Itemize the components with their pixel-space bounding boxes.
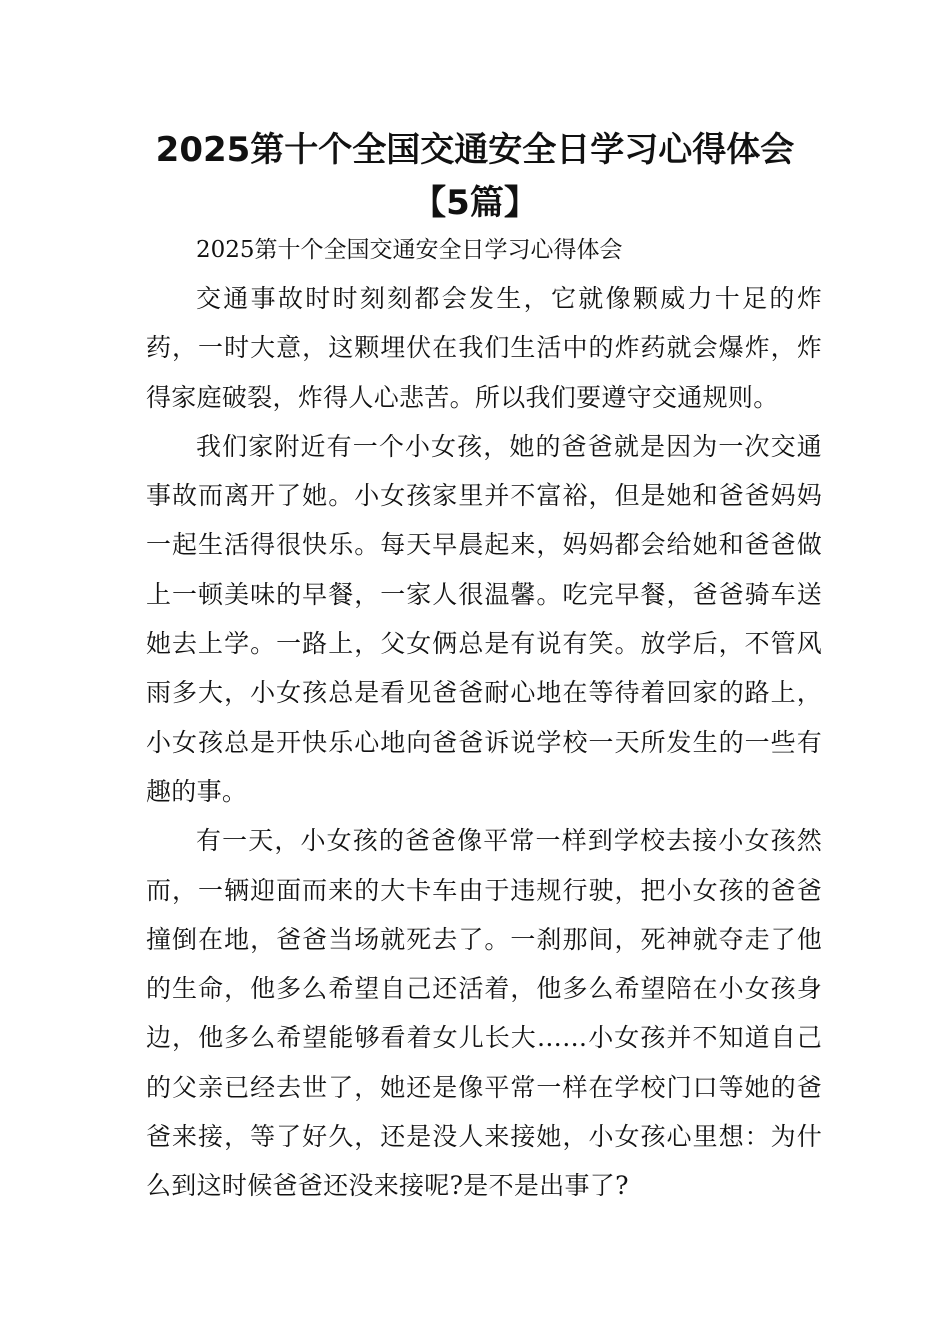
document-title-line-2: 【5篇】 bbox=[412, 183, 538, 223]
paragraph-2: 我们家附近有一个小女孩，她的爸爸就是因为一次交通事故而离开了她。小女孩家里并不富裕，但是她和爸爸妈妈一起生活得很快乐。每天早晨起来，妈妈都会给她和爸爸做上一顿美味的早餐，一家人很温馨。吃完早餐，爸爸骑车送她去上学。一路上，父女俩总是有说有笑。放学后，不管风雨多大，小女孩总是看见爸爸耐心地在等待着回家的路上，小女孩总是开快乐心地向爸爸诉说学校一天所发生的一些有趣的事。 bbox=[146, 431, 822, 806]
document-title-line-1: 2025第十个全国交通安全日学习心得体会 bbox=[155, 130, 795, 170]
paragraph-3: 有一天，小女孩的爸爸像平常一样到学校去接小女孩然而，一辆迎面而来的大卡车由于违规行驶，把小女孩的爸爸撞倒在地，爸爸当场就死去了。一刹那间，死神就夺走了他的生命，他多么希望自己还活着，他多么希望陪在小女孩身边，他多么希望能够看着女儿长大……小女孩并不知道自己的父亲已经去世了，她还是像平常一样在学校门口等她的爸爸来接，等了好久，还是没人来接她，小女孩心里想：为什么到这时候爸爸还没来接呢?是不是出事了? bbox=[146, 826, 822, 1201]
document-body bbox=[146, 226, 822, 1211]
paragraph-1: 交通事故时时刻刻都会发生，它就像颗威力十足的炸药，一时大意，这颗埋伏在我们生活中的炸药就会爆炸，炸得家庭破裂，炸得人心悲苦。所以我们要遵守交通规则。 bbox=[146, 284, 822, 412]
section-subtitle: 2025第十个全国交通安全日学习心得体会 bbox=[196, 237, 623, 263]
